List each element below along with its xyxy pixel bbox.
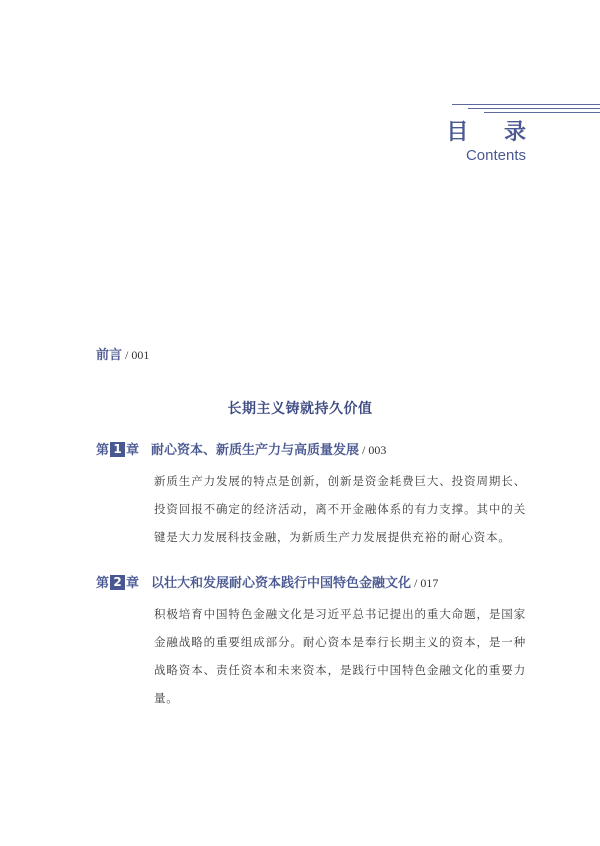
toc-heading: [446, 120, 540, 165]
chapter-prefix: 第: [96, 576, 110, 591]
chapter-number-badge: 2: [110, 575, 125, 590]
chapter-entry-2[interactable]: [96, 573, 536, 712]
chapter-title: 以壮大和发展耐心资本践行中国特色金融文化: [151, 576, 412, 591]
chapter-title: 耐心资本、新质生产力与高质量发展: [151, 443, 360, 458]
decorative-lines: [452, 104, 600, 118]
preface-entry[interactable]: [96, 344, 149, 363]
preface-label: 前言: [96, 348, 123, 363]
chapter-heading: [96, 440, 536, 460]
chapter-page: / 003: [359, 443, 387, 457]
chapter-heading: [96, 573, 536, 593]
chapter-description: 积极培育中国特色金融文化是习近平总书记提出的重大命题，是国家金融战略的重要组成部分。耐心资本是奉行长期主义的资本，是一种战略资本、责任资本和未来资本，是践行中国特色金融文化的重要力量。: [154, 607, 526, 705]
chapter-page: / 017: [411, 576, 439, 590]
decorative-line: [452, 104, 600, 105]
chapter-entry-1[interactable]: [96, 440, 536, 551]
chapter-description: 新质生产力发展的特点是创新，创新是资金耗费巨大、投资周期长、投资回报不确定的经济活动，离不开金融体系的有力支撑。其中的关键是大力发展科技金融，为新质生产力发展提供充裕的耐心资本。: [154, 474, 526, 544]
section-title: 长期主义铸就持久价值: [227, 401, 373, 417]
decorative-line: [484, 112, 600, 113]
chapter-prefix: 第: [96, 443, 110, 458]
chapter-suffix: 章: [126, 443, 140, 458]
chapter-suffix: 章: [126, 576, 140, 591]
preface-page: / 001: [122, 348, 150, 362]
toc-title-chinese: 目 录: [446, 120, 540, 145]
toc-title-english: Contents: [465, 147, 526, 164]
chapter-number-badge: 1: [110, 442, 125, 457]
decorative-line: [468, 108, 600, 109]
